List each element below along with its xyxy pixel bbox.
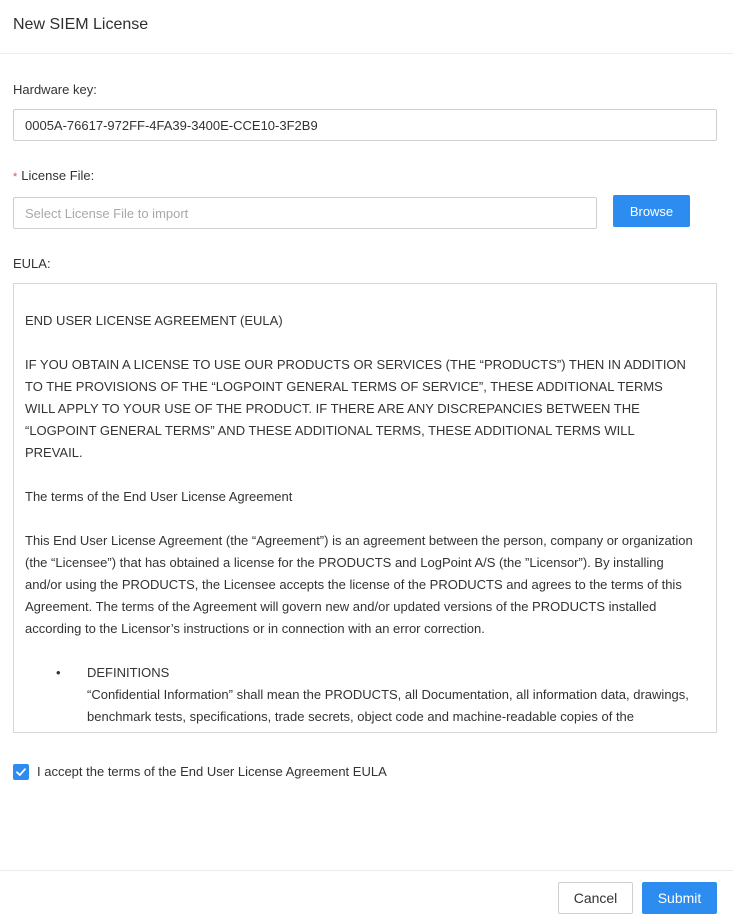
checkmark-icon <box>15 766 27 778</box>
required-marker: * <box>13 171 18 183</box>
browse-button[interactable]: Browse <box>613 195 690 227</box>
dialog-title: New SIEM License <box>13 16 149 33</box>
eula-label: EULA: <box>13 256 51 271</box>
hardware-key-input[interactable] <box>13 109 717 141</box>
dialog-header <box>0 0 733 54</box>
eula-paragraph-3: This End User License Agreement (the “Agreement”) is an agreement between the person, company or organization (the “Licensee”) that has obtained a license for the PRODUCTS and LogPoint A/S (the ”Licensor”). By installing and/or using the PRODUCTS, the Licensee accepts the license of the PRODUCTS and agrees to the terms of this Agreement. The terms of the Agreement will govern new and/or updated versions of the PRODUCTS installed according to the Licensor’s instructions or in connection with an error correction. <box>25 533 693 636</box>
list-item <box>56 662 694 728</box>
eula-list-item-text: “Confidential Information” shall mean the PRODUCTS, all Documentation, all information data, drawings, benchmark tests, specifications, trade secrets, object code and machine-readable copies of the <box>87 687 689 724</box>
accept-checkbox[interactable] <box>13 764 29 780</box>
eula-heading: END USER LICENSE AGREEMENT (EULA) <box>25 313 283 328</box>
dialog-footer <box>0 870 733 923</box>
license-file-input[interactable] <box>13 197 597 229</box>
eula-paragraph-2: The terms of the End User License Agreement <box>25 489 293 504</box>
cancel-button[interactable]: Cancel <box>558 882 633 914</box>
hardware-key-label: Hardware key: <box>13 82 97 97</box>
submit-button[interactable]: Submit <box>642 882 717 914</box>
accept-label: I accept the terms of the End User License Agreement EULA <box>37 764 387 779</box>
eula-textbox[interactable] <box>13 283 717 733</box>
license-file-label-group <box>13 168 94 183</box>
eula-paragraph-1: IF YOU OBTAIN A LICENSE TO USE OUR PRODUCTS OR SERVICES (THE “PRODUCTS”) THEN IN ADDITION TO THE PROVISIONS OF THE “LOGPOINT GENERAL TERMS OF SERVICE”, THESE ADDITIONAL TERMS WILL APPLY TO YOUR USE OF THE PRODUCT. IF THERE ARE ANY DISCREPANCIES BETWEEN THE “LOGPOINT GENERAL TERMS” AND THESE ADDITIONAL TERMS, THESE ADDITIONAL TERMS WILL PREVAIL. <box>25 357 686 460</box>
eula-definitions-list <box>25 662 694 728</box>
bullet-icon: • <box>56 665 61 680</box>
eula-list-item-title: DEFINITIONS <box>87 665 170 680</box>
license-file-label: License File: <box>21 168 95 183</box>
